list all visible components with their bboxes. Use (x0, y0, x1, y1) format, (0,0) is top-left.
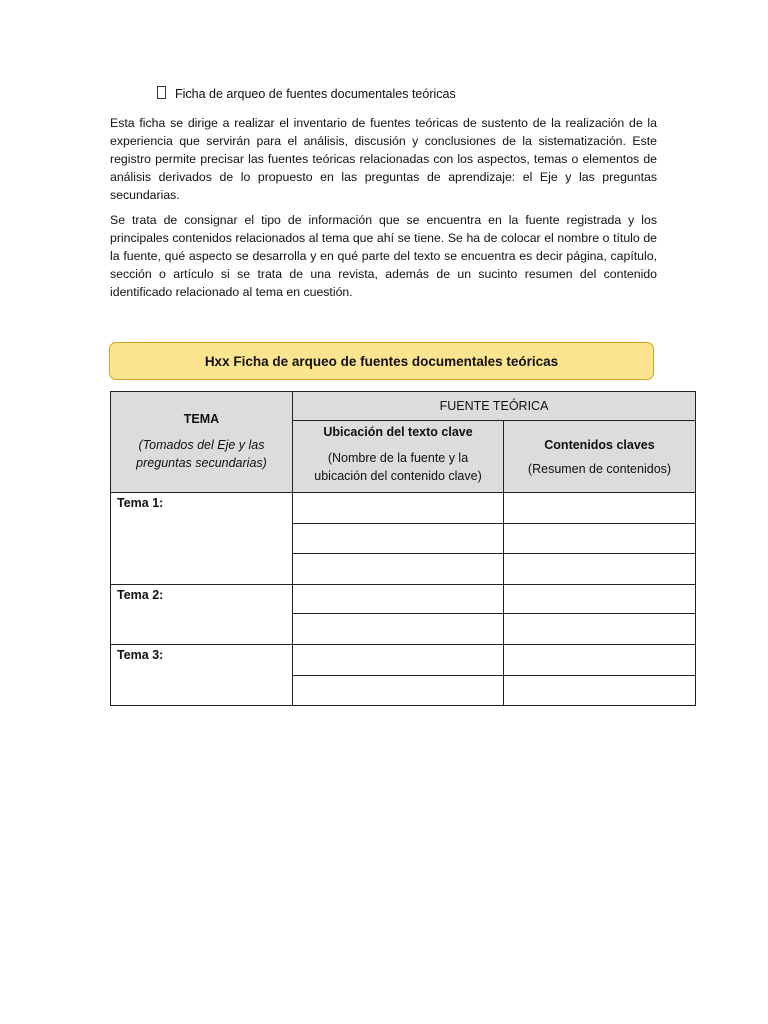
tema-2-label: Tema 2: (111, 585, 293, 645)
contenidos-cell[interactable] (504, 493, 696, 524)
tema-header: TEMA (183, 412, 220, 426)
ubicacion-cell[interactable] (293, 614, 504, 645)
sources-table (110, 391, 696, 706)
table-title-banner (109, 342, 654, 380)
contenidos-cell[interactable] (504, 524, 696, 554)
table-row (111, 645, 696, 676)
tema-header-cell (111, 392, 293, 493)
contenidos-cell[interactable] (504, 676, 696, 706)
ubicacion-header: Ubicación del texto clave (323, 425, 473, 439)
contenidos-cell[interactable] (504, 614, 696, 645)
contenidos-cell[interactable] (504, 585, 696, 614)
section-heading (157, 86, 456, 101)
checkbox-bullet-icon (157, 86, 166, 99)
table-row (111, 493, 696, 524)
section-heading-text: Ficha de arqueo de fuentes documentales teóricas (175, 87, 456, 101)
instructions-paragraph: Se trata de consignar el tipo de información que se encuentra en la fuente registrada y los principales contenidos relacionados al tema que ahí se tiene. Se ha de colocar el nombre o título de la fuente, qué aspecto se desarrolla y en qué parte del texto se encuentra es decir página, capítulo, sección o artículo si se trata de una revista, además de un sucinto resumen del contenido identificado relacionado al tema en cuestión. (110, 213, 657, 299)
contenidos-header: Contenidos claves (544, 437, 655, 452)
contenidos-cell[interactable] (504, 554, 696, 585)
table-row (111, 585, 696, 614)
tema-3-label: Tema 3: (111, 645, 293, 706)
contenidos-header-cell (504, 421, 696, 493)
ubicacion-cell[interactable] (293, 645, 504, 676)
ubicacion-cell[interactable] (293, 554, 504, 585)
contenidos-subheader: (Resumen de contenidos) (527, 461, 672, 476)
contenidos-cell[interactable] (504, 645, 696, 676)
ubicacion-cell[interactable] (293, 585, 504, 614)
fuente-header: FUENTE TEÓRICA (293, 392, 696, 421)
ubicacion-cell[interactable] (293, 524, 504, 554)
tema-1-label: Tema 1: (111, 493, 293, 585)
ubicacion-cell[interactable] (293, 493, 504, 524)
ubicacion-header-cell (293, 421, 504, 493)
tema-subheader: (Tomados del Eje y las preguntas secundarias) (136, 438, 267, 470)
ubicacion-subheader: (Nombre de la fuente y la ubicación del contenido clave) (314, 451, 482, 483)
ubicacion-cell[interactable] (293, 676, 504, 706)
intro-paragraph: Esta ficha se dirige a realizar el inventario de fuentes teóricas de sustento de la realización de la experiencia que servirán para el análisis, discusión y conclusiones de la sistematización. Este registro permite precisar las fuentes teóricas relacionadas con los aspectos, temas o elementos de análisis derivados de lo propuesto en las preguntas de aprendizaje: el Eje y las preguntas secundarias. (110, 116, 657, 202)
banner-title: Hxx Ficha de arqueo de fuentes documentales teóricas (204, 353, 559, 369)
